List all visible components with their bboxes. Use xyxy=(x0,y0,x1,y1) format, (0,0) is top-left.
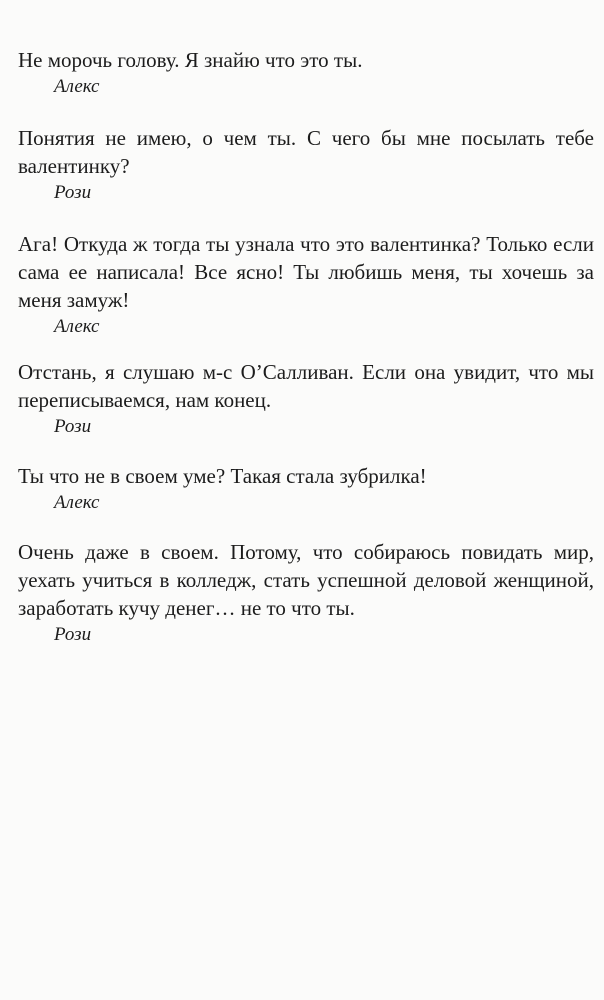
message-signature: Алекс xyxy=(54,76,100,97)
message-entry xyxy=(18,230,594,340)
message-entry xyxy=(18,124,594,206)
message-entry xyxy=(18,538,594,648)
message-entry xyxy=(18,462,594,516)
message-signature: Рози xyxy=(54,182,92,203)
message-text: Очень даже в своем. Потому, что собираюсь повидать мир, уехать учиться в колледж, стать успешной деловой женщиной, заработать кучу денег… не то что ты. xyxy=(18,540,594,620)
message-text: Ага! Откуда ж тогда ты узнала что это валентинка? Только если сама ее написала! Все ясно! Ты любишь меня, ты хочешь за меня замуж! xyxy=(18,232,594,312)
message-signature: Рози xyxy=(54,416,92,437)
message-text: Ты что не в своем уме? Такая стала зубрилка! xyxy=(18,464,427,488)
message-signature: Алекс xyxy=(54,492,100,513)
message-text: Не морочь голову. Я знайю что это ты. xyxy=(18,48,363,72)
message-signature: Алекс xyxy=(54,316,100,337)
message-signature: Рози xyxy=(54,624,92,645)
message-entry xyxy=(18,46,594,100)
message-text: Понятия не имею, о чем ты. С чего бы мне посылать тебе валентинку? xyxy=(18,126,594,178)
message-entry xyxy=(18,358,594,440)
message-text: Отстань, я слушаю м-с О’Салливан. Если она увидит, что мы переписываемся, нам конец. xyxy=(18,360,594,412)
book-page xyxy=(18,46,594,674)
